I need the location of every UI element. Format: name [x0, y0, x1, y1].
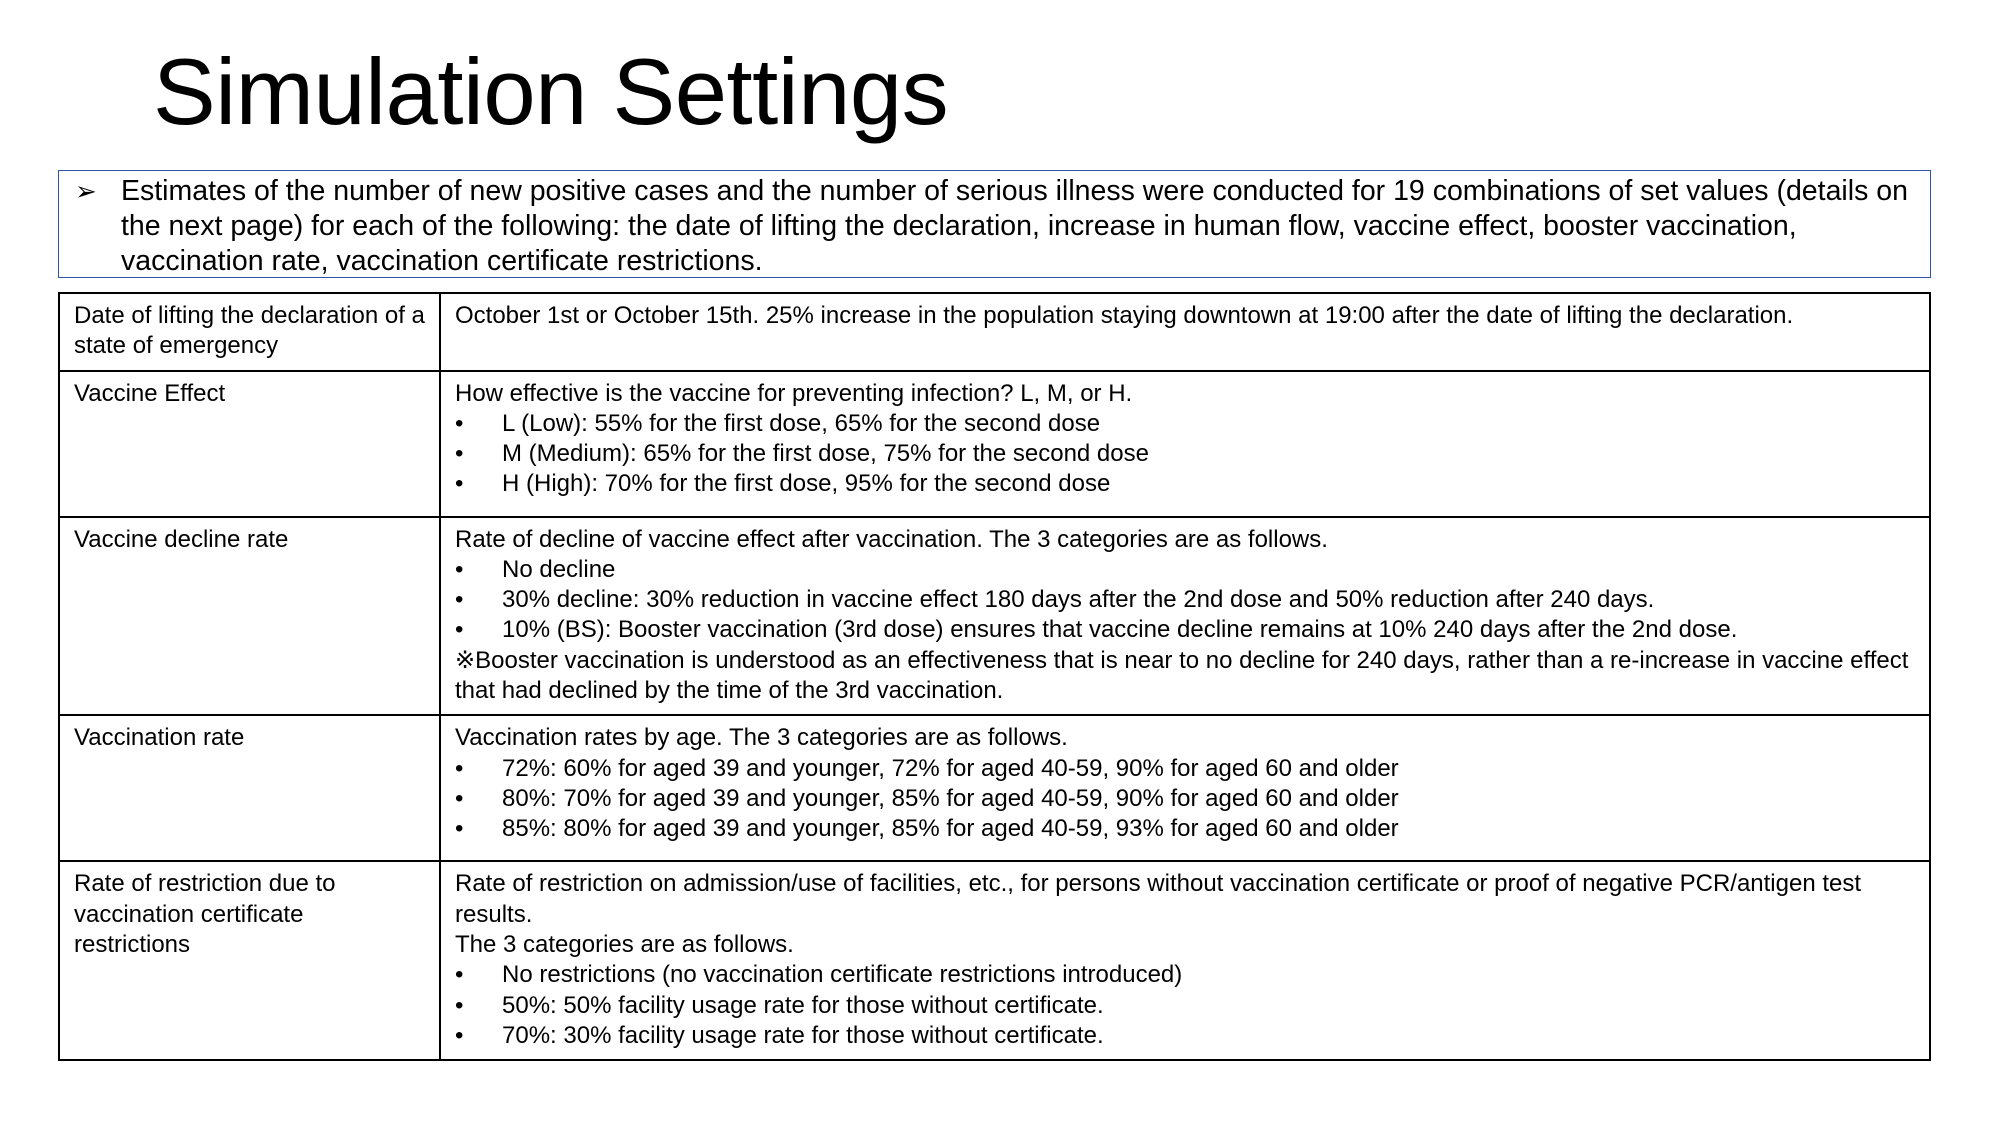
setting-detail-cell	[440, 861, 1930, 1060]
bullet-dot-icon: •	[455, 586, 464, 614]
list-item: • 85%: 80% for aged 39 and younger, 85% for aged 40-59, 93% for aged 60 and older	[455, 814, 1915, 844]
list-item: • No decline	[455, 555, 1915, 585]
setting-label: Rate of restriction due to vaccination certificate restrictions	[74, 870, 336, 958]
bullet-dot-icon: •	[455, 440, 464, 468]
setting-intro: Rate of decline of vaccine effect after vaccination. The 3 categories are as follows.	[455, 525, 1328, 553]
settings-table	[58, 292, 1931, 1061]
list-item: • 70%: 30% facility usage rate for those without certificate.	[455, 1021, 1915, 1051]
slide-title: Simulation Settings	[153, 39, 949, 144]
setting-intro: October 1st or October 15th. 25% increase in the population staying downtown at 19:00 after the date of lifting the declaration.	[455, 302, 1794, 329]
setting-detail-cell	[440, 371, 1930, 517]
arrowhead-bullet-icon: ➢	[75, 176, 97, 206]
setting-label-cell	[59, 715, 440, 861]
bullet-dot-icon: •	[455, 784, 464, 812]
list-item: • 80%: 70% for aged 39 and younger, 85% for aged 40-59, 90% for aged 60 and older	[455, 784, 1915, 814]
bullet-dot-icon: •	[455, 754, 464, 782]
setting-detail-cell	[440, 517, 1930, 716]
setting-intro: Vaccination rates by age. The 3 categories are as follows.	[455, 724, 1068, 752]
list-item: • No restrictions (no vaccination certificate restrictions introduced)	[455, 960, 1915, 990]
bullet-dot-icon: •	[455, 961, 464, 989]
setting-label-cell	[59, 517, 440, 716]
setting-intro: How effective is the vaccine for preventing infection? L, M, or H.	[455, 379, 1133, 407]
list-item: • 10% (BS): Booster vaccination (3rd dose) ensures that vaccine decline remains at 10% 240 days after the 2nd dose.	[455, 615, 1915, 645]
setting-label-cell	[59, 293, 440, 371]
setting-intro-continued: The 3 categories are as follows.	[455, 930, 794, 958]
list-item: • H (High): 70% for the first dose, 95% for the second dose	[455, 469, 1915, 499]
table-row	[59, 517, 1930, 716]
list-item: • 50%: 50% facility usage rate for those without certificate.	[455, 991, 1915, 1021]
setting-note: ※Booster vaccination is understood as an effectiveness that is near to no decline for 240 days, rather than a re-increase in vaccine effect that had declined by the time of the 3rd vaccination.	[455, 646, 1909, 705]
bullet-dot-icon: •	[455, 991, 464, 1019]
table-row	[59, 371, 1930, 517]
bullet-dot-icon: •	[455, 815, 464, 843]
bullet-dot-icon: •	[455, 1021, 464, 1049]
setting-label-cell	[59, 861, 440, 1060]
table-row	[59, 715, 1930, 861]
bullet-dot-icon: •	[455, 409, 464, 437]
bullet-dot-icon: •	[455, 555, 464, 583]
setting-intro: Rate of restriction on admission/use of facilities, etc., for persons without vaccination certificate or proof of negative PCR/antigen test results.	[455, 870, 1862, 928]
summary-text: Estimates of the number of new positive cases and the number of serious illness were conducted for 19 combinations of set values (details on the next page) for each of the following: the date of lifting the declaration, increase in human flow, vaccine effect, booster vaccination, vaccination rate, vaccination certificate restrictions.	[121, 175, 1908, 277]
bullet-dot-icon: •	[455, 616, 464, 644]
table-row	[59, 861, 1930, 1060]
setting-label: Vaccine decline rate	[74, 525, 289, 553]
setting-detail-cell	[440, 293, 1930, 371]
bullet-dot-icon: •	[455, 470, 464, 498]
setting-label: Vaccination rate	[74, 724, 245, 752]
list-item: • 72%: 60% for aged 39 and younger, 72% for aged 40-59, 90% for aged 60 and older	[455, 754, 1915, 784]
table-row	[59, 293, 1930, 371]
list-item: • L (Low): 55% for the first dose, 65% for the second dose	[455, 409, 1915, 439]
list-item: • M (Medium): 65% for the first dose, 75% for the second dose	[455, 439, 1915, 469]
summary-box	[58, 170, 1931, 278]
setting-detail-cell	[440, 715, 1930, 861]
setting-label: Vaccine Effect	[74, 379, 226, 407]
setting-label-cell	[59, 371, 440, 517]
setting-label: Date of lifting the declaration of a state of emergency	[74, 302, 425, 360]
list-item: • 30% decline: 30% reduction in vaccine effect 180 days after the 2nd dose and 50% reduction after 240 days.	[455, 585, 1915, 615]
